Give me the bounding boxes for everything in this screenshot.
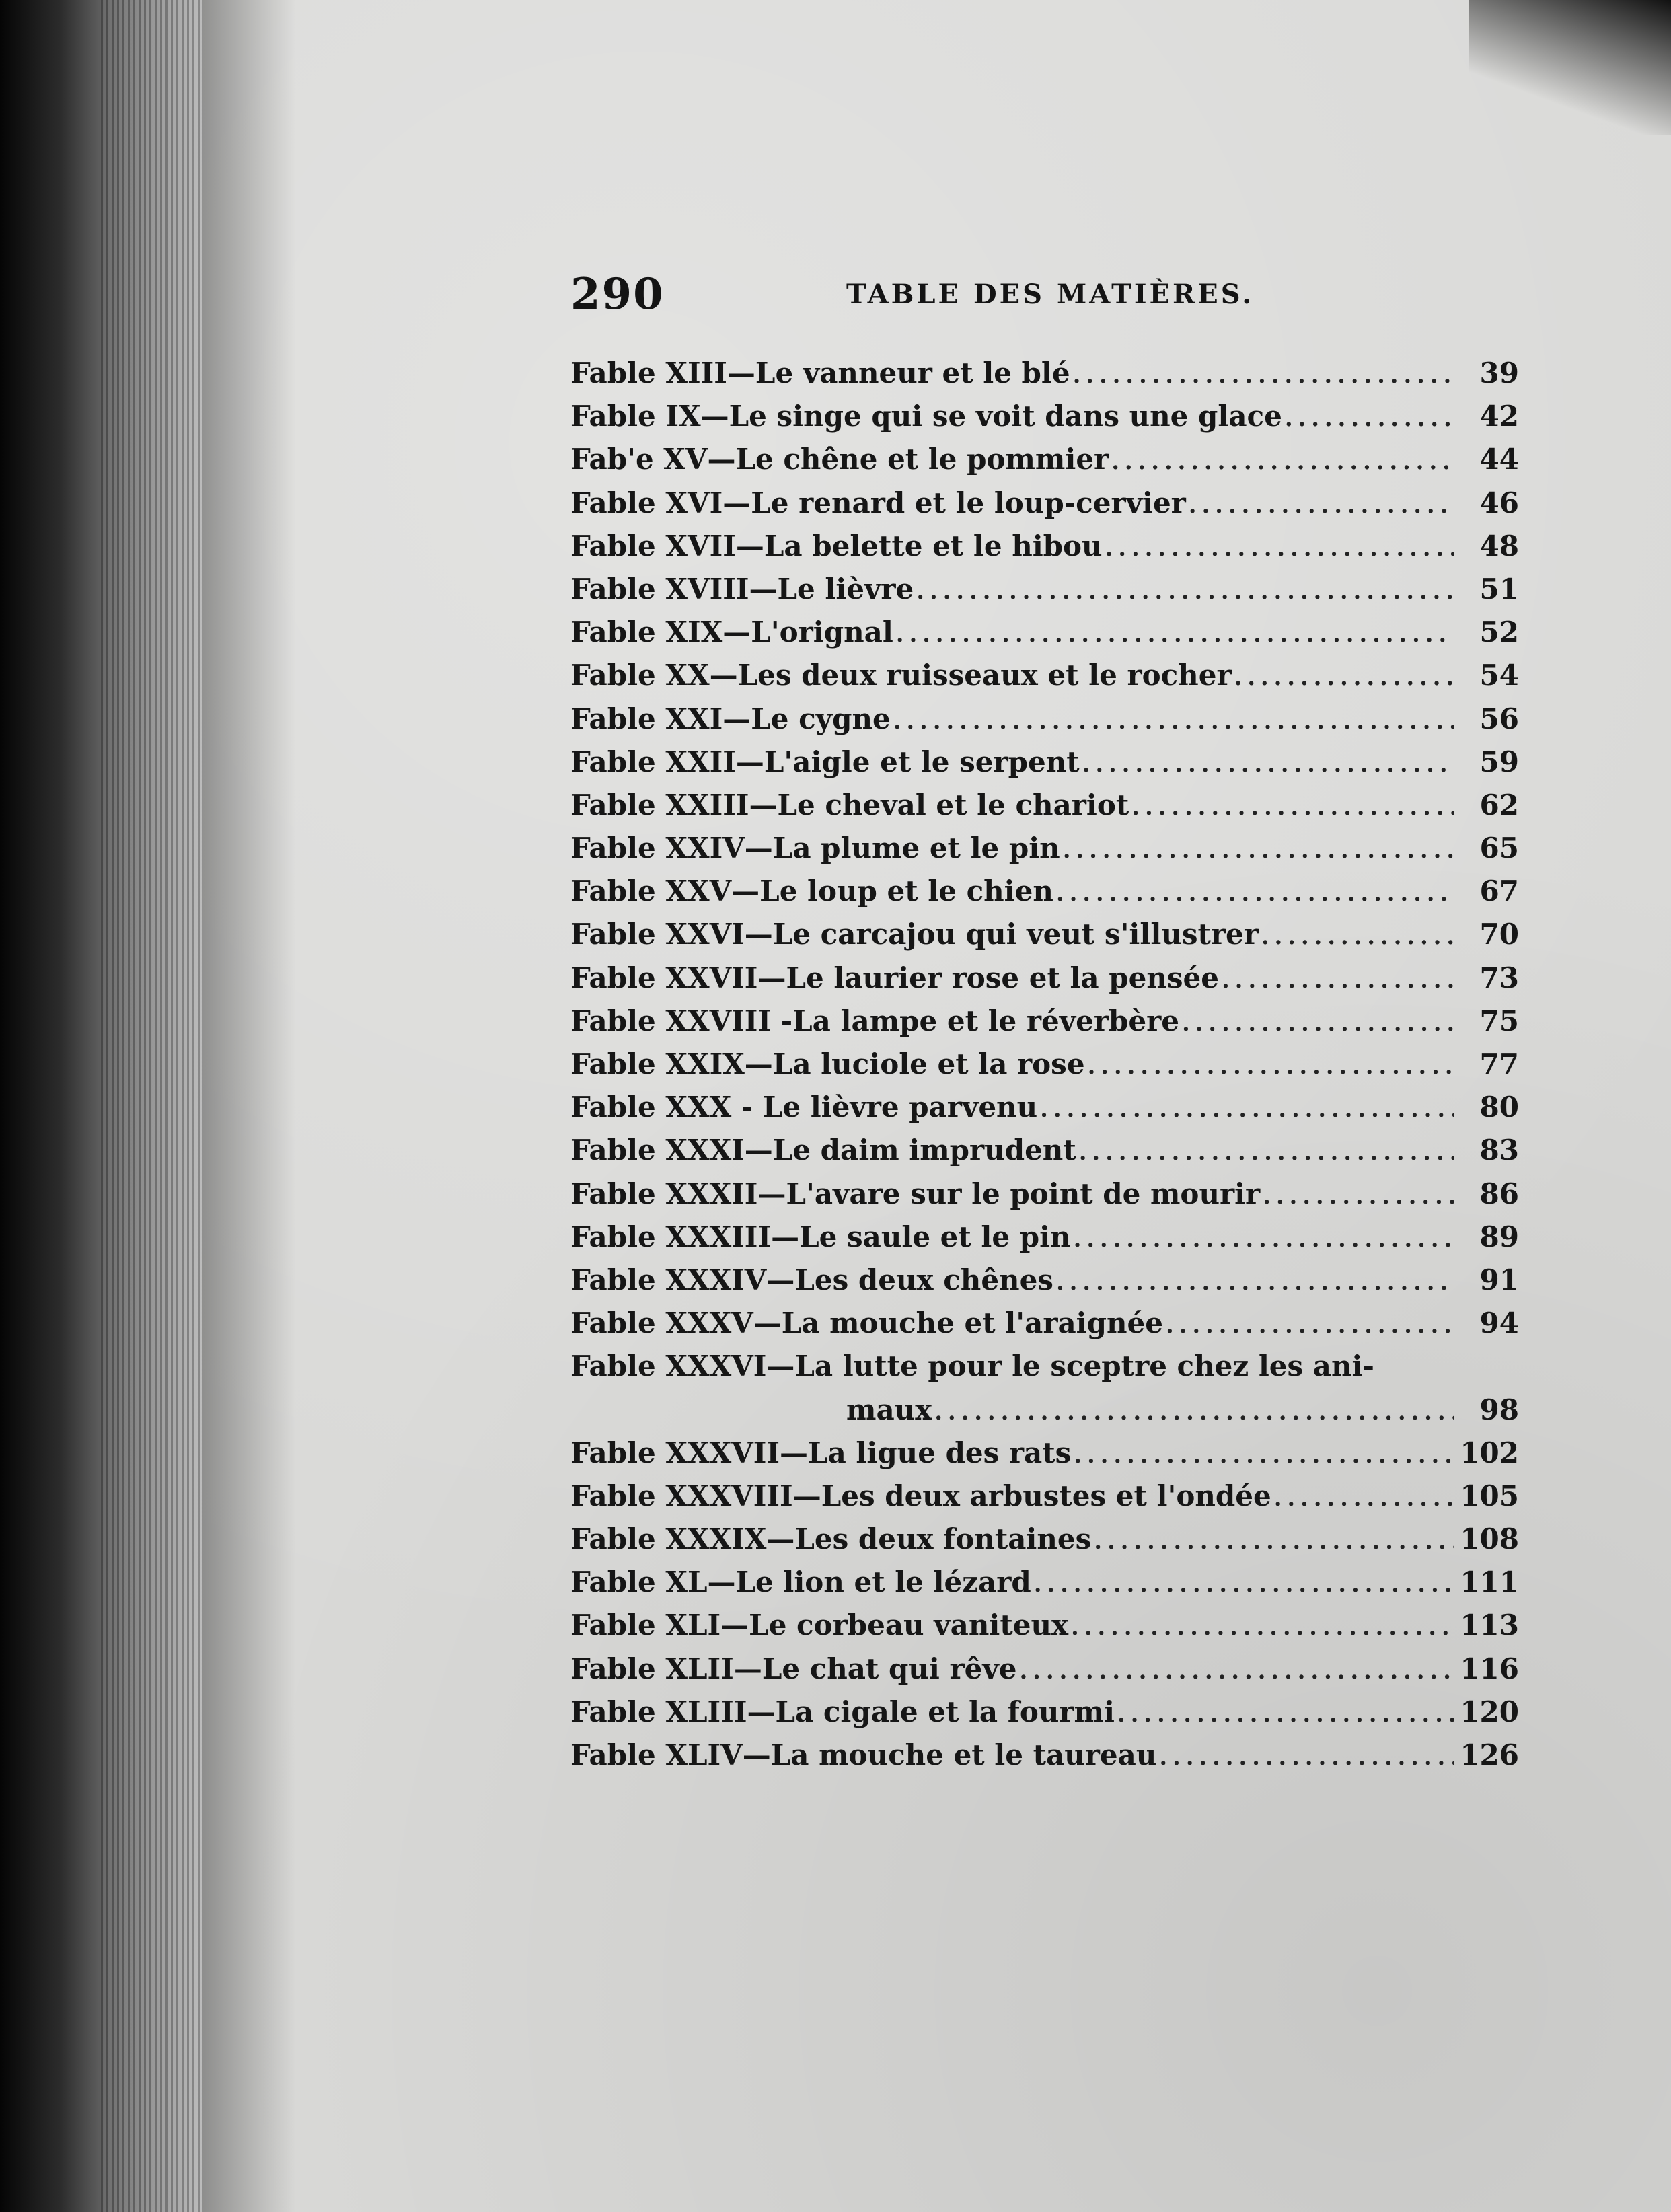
toc-entry-title: Fable XVI—Le renard et le loup-cervier [570, 486, 1186, 519]
dot-leader [896, 621, 1454, 648]
toc-entry [570, 745, 1519, 788]
dot-leader [1088, 1053, 1454, 1080]
toc-entry-title: Fable XXI—Le cygne [570, 702, 891, 735]
toc-entry-page: 120 [1460, 1695, 1519, 1728]
toc-entry-page: 52 [1479, 616, 1519, 649]
toc-entry [570, 616, 1519, 659]
toc-entry-title: Fable XXXVII—La ligue des rats [570, 1436, 1072, 1469]
toc-entry-page: 89 [1479, 1220, 1519, 1253]
toc-entry-page: 44 [1479, 443, 1519, 476]
toc-entry [570, 1522, 1519, 1565]
toc-entry-title: Fable XXIX—La luciole et la rose [570, 1047, 1085, 1080]
toc-entry-title: Fable XIX—L'orignal [570, 616, 893, 649]
toc-entry-page: 98 [1479, 1393, 1519, 1426]
toc-entry [570, 400, 1519, 443]
toc-entry [570, 832, 1519, 875]
toc-entry-title: Fable XVII—La belette et le hibou [570, 529, 1103, 562]
toc-entry [570, 1695, 1519, 1738]
toc-entry-page: 48 [1479, 529, 1519, 562]
dot-leader [916, 578, 1454, 605]
dot-leader [1222, 967, 1454, 994]
toc-entry-title: Fable XXV—Le loup et le chien [570, 875, 1053, 908]
toc-entry-title: Fab'e XV—Le chêne et le pommier [570, 443, 1109, 476]
toc-entry [570, 1609, 1519, 1652]
toc-entry-page: 80 [1479, 1091, 1519, 1124]
dot-leader [1263, 1183, 1454, 1210]
dot-leader [1063, 837, 1454, 864]
dot-leader [1182, 1010, 1454, 1037]
toc-entry [570, 1091, 1519, 1134]
dot-leader [934, 1399, 1454, 1426]
dot-leader [1117, 1701, 1454, 1728]
toc-entry [570, 1220, 1519, 1263]
toc-entry [570, 1263, 1519, 1306]
toc-entry [570, 1436, 1519, 1479]
toc-entry [570, 659, 1519, 702]
toc-entry-page: 59 [1479, 745, 1519, 778]
toc-entry-title: Fable XXXIX—Les deux fontaines [570, 1522, 1092, 1556]
dot-leader [1034, 1571, 1454, 1598]
dot-leader [1082, 751, 1454, 778]
toc-entry-title: Fable XXXI—Le daim imprudent [570, 1134, 1076, 1167]
toc-entry-title: Fable XX—Les deux ruisseaux et le rocher [570, 659, 1232, 692]
toc-entry [570, 1479, 1519, 1522]
toc-entry-page: 56 [1479, 702, 1519, 735]
dot-leader [1131, 794, 1454, 821]
toc-entry-page: 105 [1460, 1479, 1519, 1512]
toc-entry-title: Fable XXVIII -La lampe et le réverbère [570, 1004, 1179, 1037]
toc-entry [570, 357, 1519, 400]
toc-entry [570, 961, 1519, 1004]
dot-leader [1159, 1744, 1454, 1771]
toc-entry-page: 83 [1479, 1134, 1519, 1167]
toc-entry-page: 108 [1460, 1522, 1519, 1556]
toc-entry [570, 1652, 1519, 1695]
toc-entry [570, 1350, 1519, 1393]
toc-entry-page: 62 [1479, 788, 1519, 821]
toc-entry-page: 51 [1479, 572, 1519, 605]
toc-entry-title: Fable XXIII—Le cheval et le chariot [570, 788, 1129, 821]
toc-entry-page: 73 [1479, 961, 1519, 994]
toc-entry-title: Fable XXXIII—Le saule et le pin [570, 1220, 1071, 1253]
toc-entry [570, 1306, 1519, 1350]
toc-entry-page: 42 [1479, 400, 1519, 433]
toc-entry-title: Fable XXXV—La mouche et l'araignée [570, 1306, 1163, 1340]
toc-entry-page: 65 [1479, 832, 1519, 865]
toc-entry-page: 116 [1460, 1652, 1519, 1685]
toc-entry-title: Fable XXXII—L'avare sur le point de mourir [570, 1177, 1261, 1210]
toc-entry [570, 443, 1519, 486]
toc-entry-page: 75 [1479, 1004, 1519, 1037]
toc-entry [570, 1738, 1519, 1781]
dot-leader [1285, 405, 1454, 432]
dot-leader [1274, 1485, 1454, 1512]
scan-corner-shadow [1469, 0, 1671, 135]
dot-leader [1056, 1269, 1454, 1296]
toc-entry-page: 39 [1479, 357, 1519, 390]
dot-leader [1261, 923, 1454, 950]
toc-entry-page: 46 [1479, 486, 1519, 519]
toc-entry-title-continued: maux [846, 1393, 932, 1426]
toc-entry [570, 1134, 1519, 1177]
page-number: 290 [570, 269, 665, 320]
toc-entry-title: Fable XXX - Le lièvre parvenu [570, 1091, 1038, 1124]
toc-entry-title: Fable XLI—Le corbeau vaniteux [570, 1609, 1069, 1642]
toc-entry-title: Fable XIII—Le vanneur et le blé [570, 357, 1070, 390]
gutter-shadow [202, 0, 296, 2212]
toc-entry [570, 1565, 1519, 1609]
dot-leader [1111, 448, 1454, 475]
toc-entry-page: 67 [1479, 875, 1519, 908]
toc-entry-title: Fable XVIII—Le lièvre [570, 572, 914, 605]
dot-leader [1166, 1312, 1454, 1339]
toc-entry-title: Fable XXII—L'aigle et le serpent [570, 745, 1080, 778]
toc-entry [570, 1177, 1519, 1220]
toc-entry [570, 573, 1519, 616]
toc-entry [570, 1047, 1519, 1091]
toc-entry-title: Fable XXIV—La plume et le pin [570, 832, 1060, 865]
toc-entry-title: Fable IX—Le singe qui se voit dans une glace [570, 400, 1282, 433]
toc-entry-page: 94 [1479, 1306, 1519, 1340]
dot-leader [1071, 1614, 1454, 1641]
toc-entry-title: Fable XLIII—La cigale et la fourmi [570, 1695, 1115, 1728]
dot-leader [1074, 1442, 1454, 1469]
dot-leader [1040, 1096, 1454, 1123]
toc-entry-page: 86 [1479, 1177, 1519, 1210]
toc-entry [570, 1004, 1519, 1047]
toc-entry [570, 529, 1519, 573]
dot-leader [1105, 535, 1454, 562]
toc-entry-title: Fable XXXIV—Les deux chênes [570, 1263, 1053, 1296]
toc-entry-title: Fable XXXVIII—Les deux arbustes et l'ondée [570, 1479, 1271, 1512]
toc-entry [570, 918, 1519, 961]
toc-entry-title: Fable XL—Le lion et le lézard [570, 1565, 1031, 1599]
toc-entry [570, 788, 1519, 832]
toc-entry-page: 111 [1460, 1565, 1519, 1599]
dot-leader [1020, 1658, 1455, 1685]
toc-entry-page: 54 [1479, 659, 1519, 692]
dot-leader [893, 708, 1454, 735]
toc-entry [570, 875, 1519, 918]
toc-entry-continuation [570, 1393, 1519, 1436]
dot-leader [1094, 1528, 1454, 1555]
toc-entry [570, 486, 1519, 529]
toc-entry-page: 77 [1479, 1047, 1519, 1080]
toc-entry-page: 113 [1460, 1609, 1519, 1642]
running-title: TABLE DES MATIÈRES. [846, 279, 1255, 310]
page-stack-edge [101, 0, 202, 2212]
toc-entry-title: Fable XXVII—Le laurier rose et la pensée [570, 961, 1219, 994]
dot-leader [1074, 1226, 1454, 1253]
toc-entry-title: Fable XLII—Le chat qui rêve [570, 1652, 1017, 1685]
dot-leader [1079, 1139, 1454, 1166]
toc-entry-page: 70 [1479, 918, 1519, 951]
toc-entry-title: Fable XXVI—Le carcajou qui veut s'illustrer [570, 918, 1259, 951]
toc-entry-page: 102 [1460, 1436, 1519, 1469]
page-header [570, 269, 1438, 323]
toc-entry-title: Fable XLIV—La mouche et le taureau [570, 1738, 1157, 1771]
dot-leader [1189, 492, 1454, 519]
toc-entry-title: Fable XXXVI—La lutte pour le sceptre chez les ani- [570, 1350, 1374, 1383]
dot-leader [1234, 664, 1454, 691]
table-of-contents [570, 357, 1519, 1781]
toc-entry [570, 702, 1519, 745]
toc-entry-page: 91 [1479, 1263, 1519, 1296]
toc-entry-page: 126 [1460, 1738, 1519, 1771]
dot-leader [1056, 880, 1454, 907]
dot-leader [1073, 362, 1454, 389]
